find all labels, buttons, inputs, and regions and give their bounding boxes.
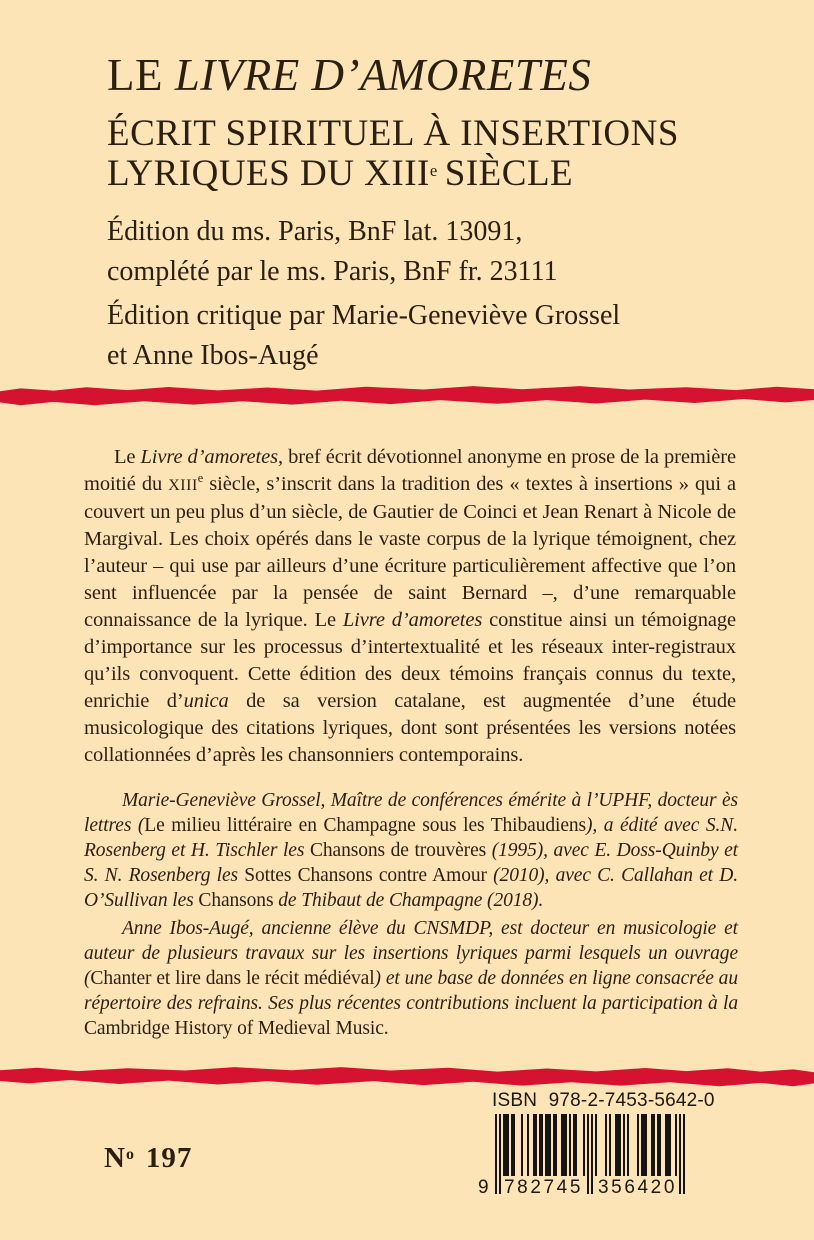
manuscript-line-2: complété par le ms. Paris, BnF fr. 23111 (107, 256, 558, 287)
manuscript-line-1: Édition du ms. Paris, BnF lat. 13091, (107, 216, 523, 247)
isbn-block (478, 1090, 715, 1200)
century-superscript: e (429, 160, 438, 180)
manuscript-edition-note (107, 212, 620, 292)
edition-block (107, 212, 620, 380)
subtitle-line1: ÉCRIT SPIRITUEL À INSERTIONS (107, 113, 679, 154)
red-brush-band-bottom (0, 1061, 814, 1089)
catalog-superscript: o (125, 1146, 135, 1164)
editors-note (107, 296, 620, 376)
title-main: LIVRE D’AMORETES (174, 50, 592, 100)
book-title (107, 50, 767, 100)
editors-line-1: Édition critique par Marie-Geneviève Grossel (107, 300, 621, 331)
barcode-digits-left: 782745 (504, 1177, 584, 1198)
catalog-value: 197 (145, 1142, 193, 1174)
bio-ibos-auge: Anne Ibos-Augé, ancienne élève du CNSMDP, est docteur en musicologie et auteur de plusieurs travaux sur les insertions lyriques parmi lesquels un ouvrage (Chanter et lire dans le récit médiéval) et une base de données en ligne consacrée au répertoire des refrains. Ses plus récentes contributions incluent la participation à la Cambridge History of Medieval Music. (84, 918, 738, 1039)
catalog-prefix: N (104, 1142, 126, 1174)
blurb-paragraph: Le Livre d’amoretes, bref écrit dévotionnel anonyme en prose de la première moitié du XIIIe siècle, s’inscrit dans la tradition des « textes à insertions » qui a couvert un peu plus d’un siècle, de Gautier de Coinci et Jean Renart à Nicole de Margival. Les choix opérés dans le vaste corpus de la lyrique témoignent, chez l’auteur – qui use par ailleurs d’une écriture particulièrement affective que l’on sent influencée par la pensée de saint Bernard –, d’une remarquable connaissance de la lyrique. Le Livre d’amoretes constitue ainsi un témoignage d’importance sur les processus d’intertextualité et les réseaux inter-registraux qu’ils convoquent. Cette édition des deux témoins français connus du texte, enrichie d’unica de sa version catalane, est augmentée d’une étude musicologique des citations lyriques, dont sont présentées les versions notées collationnées d’après les chansonniers contemporains. (84, 446, 737, 766)
isbn-label: ISBN 978-2-7453-5642-0 (492, 1090, 715, 1111)
subtitle-line2-end: SIÈCLE (444, 153, 574, 194)
catalog-number (104, 1142, 192, 1175)
subtitle-line2 (107, 154, 767, 200)
red-brush-band-top (0, 380, 814, 408)
author-bios (84, 788, 738, 1044)
book-subtitle (107, 114, 767, 200)
title-block (107, 50, 767, 200)
title-prefix: LE (107, 50, 175, 100)
subtitle-line2-text: LYRIQUES DU XIII (107, 153, 430, 194)
barcode-digits-right: 356420 (598, 1177, 678, 1198)
back-cover-blurb (84, 444, 736, 769)
bio-grossel: Marie-Geneviève Grossel, Maître de conférences émérite à l’UPHF, docteur ès lettres (Le milieu littéraire en Champagne sous les Thibaudiens), a édité avec S.N. Rosenberg et H. Tischler les Chansons de trouvères (1995), avec E. Doss-Quinby et S. N. Rosenberg les Sottes Chansons contre Amour (2010), avec C. Callahan et D. O’Sullivan les Chansons de Thibaut de Champagne (2018). (84, 790, 738, 911)
barcode-wrapper (478, 1114, 685, 1200)
editors-line-2: et Anne Ibos-Augé (107, 340, 319, 371)
barcode-digit-first: 9 (478, 1177, 489, 1198)
